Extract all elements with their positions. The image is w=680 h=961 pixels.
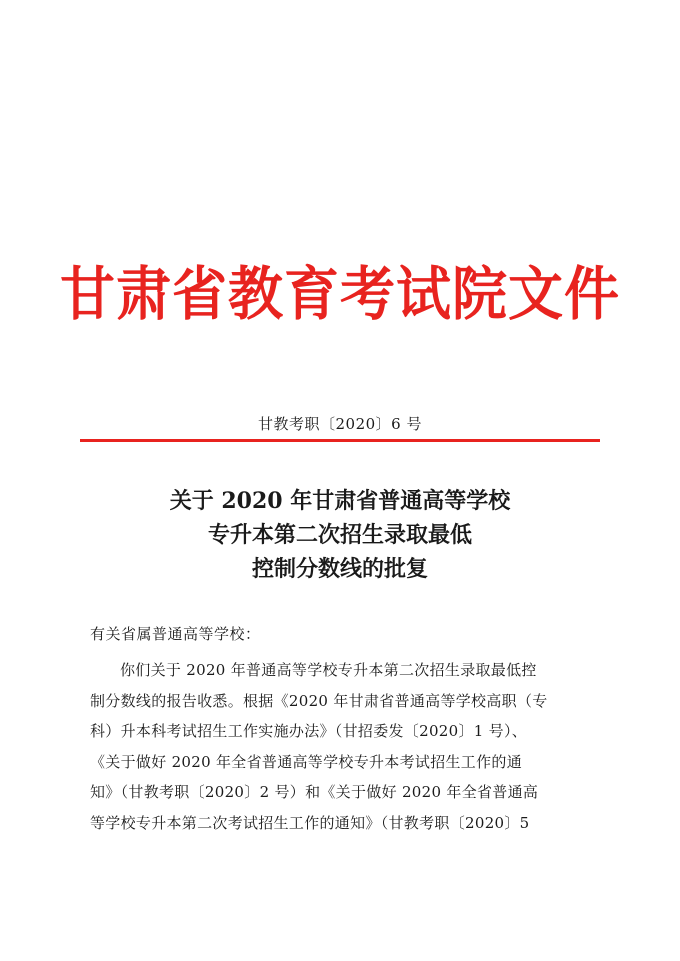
- red-separator-rule: [80, 439, 600, 442]
- body-line-2: 制分数线的报告收悉。根据《2020 年甘肃省普通高等学校高职（专: [90, 691, 548, 710]
- document-title-line-2: 专升本第二次招生录取最低: [207, 522, 472, 548]
- document-number: 甘教考职〔2020〕6 号: [258, 415, 422, 433]
- addressee: 有关省属普通高等学校：: [90, 625, 261, 643]
- document-title: [0, 484, 680, 586]
- issuer-header-title: 甘肃省教育考试院文件: [59, 260, 620, 328]
- body-line-4: 《关于做好 2020 年全省普通高等学校专升本考试招生工作的通: [90, 752, 523, 771]
- body-line-1: 你们关于 2020 年普通高等学校专升本第二次招生录取最低控: [120, 661, 537, 679]
- body-paragraph: [90, 655, 600, 838]
- body-line-3: 科）升本科考试招生工作实施办法》（甘招委发〔2020〕1 号）、: [90, 722, 528, 740]
- document-title-line-3: 控制分数线的批复: [251, 556, 428, 582]
- document-title-line-1: 关于 2020 年甘肃省普通高等学校: [169, 488, 511, 514]
- body-line-5: 知》（甘教考职〔2020〕2 号）和《关于做好 2020 年全省普通高: [90, 783, 539, 801]
- body-line-6: 等学校专升本第二次考试招生工作的通知》（甘教考职〔2020〕5: [90, 813, 530, 832]
